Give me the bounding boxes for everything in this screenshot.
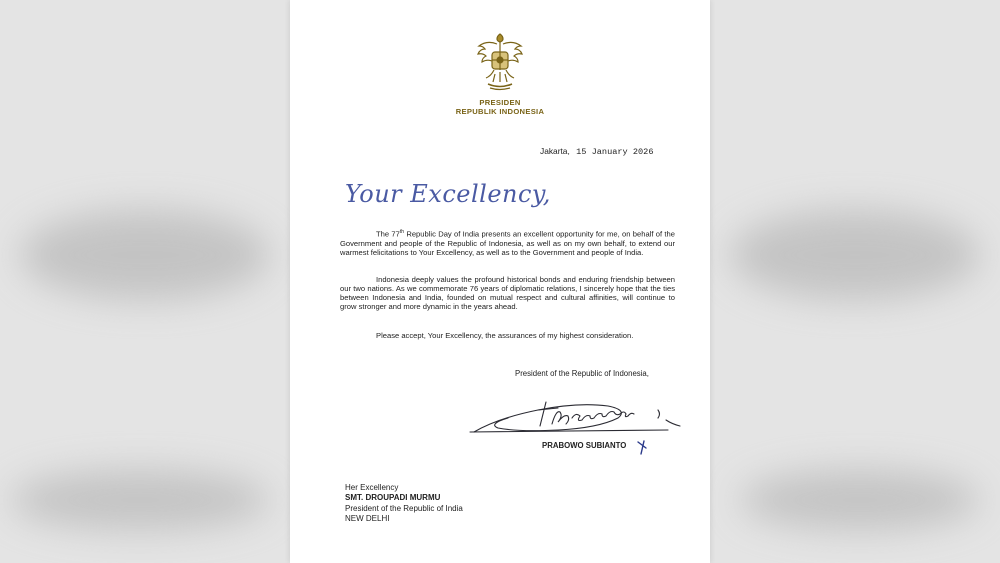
addressee-block xyxy=(345,483,463,525)
addressee-title: President of the Republic of India xyxy=(345,503,463,513)
background-blur-right-bottom xyxy=(740,470,980,530)
body-paragraph-2: Indonesia deeply values the profound historical bonds and enduring friendship between our two nations. As we commemorate 76 years of diplomatic relations, I sincerely hope that the ties between Indonesia and India, founded on mutual respect and cultural affinities, will continue to grow stronger and more dynamic in the years ahead. xyxy=(340,275,675,312)
signature-icon xyxy=(468,388,698,440)
signer-name: PRABOWO SUBIANTO xyxy=(542,441,627,450)
background-blur-right-top xyxy=(730,210,980,300)
background-blur-left-bottom xyxy=(10,470,270,530)
addressee-honorific: Her Excellency xyxy=(345,483,399,492)
date-line xyxy=(540,146,653,157)
body-paragraph-3: Please accept, Your Excellency, the assurances of my highest consideration. xyxy=(376,331,634,340)
letter-page xyxy=(290,0,710,563)
addressee-city: NEW DELHI xyxy=(345,514,390,524)
background-blur-left-top xyxy=(20,210,270,300)
closing-line: President of the Republic of Indonesia, xyxy=(515,369,649,378)
addressee-name: SMT. DROUPADI MURMU xyxy=(345,493,441,503)
letterhead-subtitle: REPUBLIK INDONESIA xyxy=(455,107,545,116)
date-place: Jakarta, xyxy=(540,146,570,156)
letterhead-title: PRESIDEN xyxy=(479,98,521,107)
salutation: Your Excellency, xyxy=(345,180,551,208)
garuda-emblem-icon xyxy=(475,30,525,94)
date-value: 15 January 2026 xyxy=(576,147,654,157)
body-paragraph-1: The 77th Republic Day of India presents an excellent opportunity for me, on behalf of the Government and people of the Republic of Indonesia, as well as on my own behalf, to extend our warmest felicitations to Your Excellency, as well as to the Government and people of India. xyxy=(340,229,675,257)
pen-mark-icon xyxy=(635,438,649,456)
